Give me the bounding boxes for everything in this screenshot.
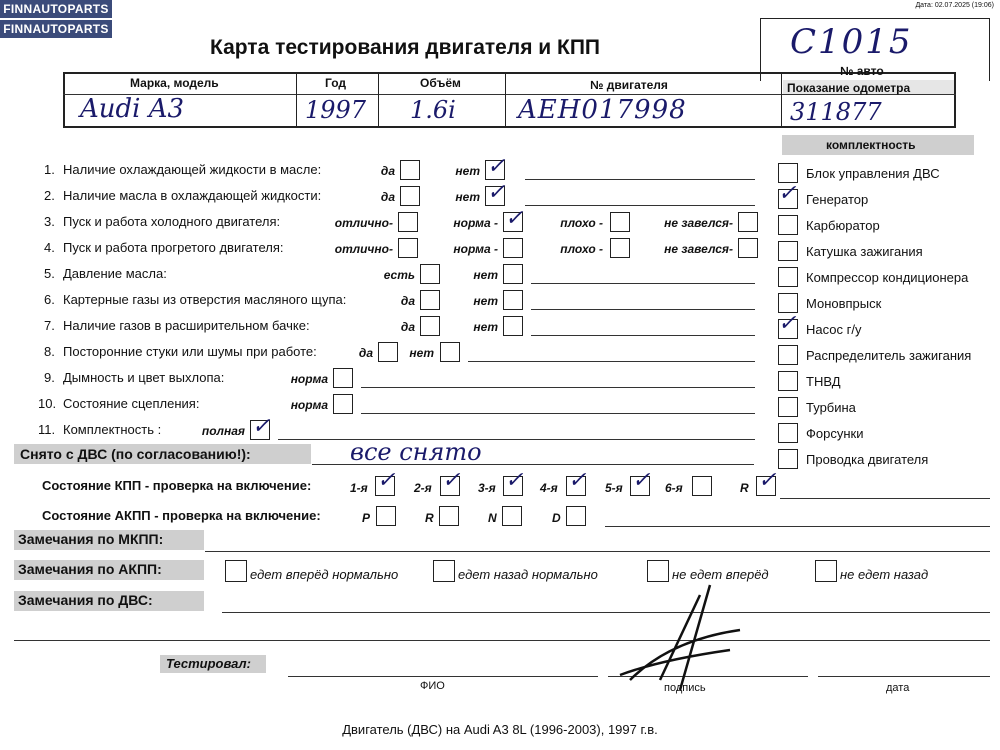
answer-line [361, 387, 755, 388]
completeness-item: Карбюратор [806, 218, 880, 233]
akpp-remark-label: едет назад нормально [458, 567, 598, 582]
completeness-checkbox[interactable] [778, 215, 798, 235]
check-mark: ✓ [632, 468, 651, 493]
completeness-item: Генератор [806, 192, 869, 207]
kpp-label: Состояние КПП - проверка на включение: [42, 478, 312, 493]
question-number: 1. [44, 162, 55, 177]
question-option-label: нет [455, 190, 480, 204]
question-option-label: нет [473, 320, 498, 334]
answer-line [525, 205, 755, 206]
completeness-item: Моновпрыск [806, 296, 882, 311]
checkbox[interactable] [503, 264, 523, 284]
akpp-mode-label: P [362, 511, 371, 525]
completeness-header: комплектность [826, 138, 916, 152]
akpp-mode-label: N [488, 511, 497, 525]
question-option-label: норма - [453, 242, 498, 256]
akpp-checkbox[interactable] [502, 506, 522, 526]
checkbox[interactable] [610, 212, 630, 232]
question-text: Пуск и работа прогретого двигателя: [63, 240, 284, 255]
question-number: 2. [44, 188, 55, 203]
header-year-label: Год [325, 76, 346, 90]
question-text: Наличие охлаждающей жидкости в масле: [63, 162, 322, 177]
checkbox[interactable] [738, 238, 758, 258]
brand-value: Audi A3 [80, 94, 185, 124]
completeness-item: Распределитель зажигания [806, 348, 972, 363]
question-option-label: не завелся- [664, 242, 733, 256]
question-text: Комплектность : [63, 422, 162, 437]
logo-secondary: FINNAUTOPARTS [0, 20, 112, 38]
completeness-checkbox[interactable] [778, 345, 798, 365]
question-option-label: нет [473, 268, 498, 282]
removed-value: все снято [350, 438, 482, 466]
completeness-checkbox[interactable] [778, 293, 798, 313]
question-number: 3. [44, 214, 55, 229]
signature-scribble [600, 580, 750, 695]
answer-line [531, 335, 755, 336]
checkbox[interactable] [503, 290, 523, 310]
question-option-label: норма - [453, 216, 498, 230]
checkbox[interactable] [610, 238, 630, 258]
check-mark: ✓ [505, 468, 524, 493]
checkbox[interactable] [398, 212, 418, 232]
akpp-remark-label: едет вперёд нормально [250, 567, 399, 582]
checkbox[interactable] [738, 212, 758, 232]
question-number: 10. [38, 396, 57, 411]
akpp-remark-checkbox[interactable] [433, 560, 455, 582]
checkbox[interactable] [503, 238, 523, 258]
question-option-label: норма [290, 398, 328, 412]
header-volume-label: Объём [420, 76, 461, 90]
answer-line [531, 283, 755, 284]
answer-line [531, 309, 755, 310]
year-value: 1997 [305, 96, 367, 124]
question-number: 6. [44, 292, 55, 307]
remarks-akpp-label: Замечания по АКПП: [18, 561, 162, 577]
caption: Двигатель (ДВС) на Audi A3 8L (1996-2003), 1997 г.в. [342, 722, 658, 737]
question-option-label: плохо - [560, 242, 603, 256]
question-option-label: нет [455, 164, 480, 178]
question-option-label: да [400, 294, 415, 308]
completeness-checkbox[interactable] [778, 423, 798, 443]
question-option-label: плохо - [560, 216, 603, 230]
akpp-remark-label: не едет назад [840, 567, 929, 582]
gear-label: 3-я [478, 481, 496, 495]
gear-label: R [740, 481, 749, 495]
question-text: Картерные газы из отверстия масляного щупа: [63, 292, 347, 307]
completeness-item: Катушка зажигания [806, 244, 923, 259]
gear-label: 4-я [540, 481, 558, 495]
check-mark: ✓ [487, 154, 506, 179]
completeness-checkbox[interactable] [778, 267, 798, 287]
akpp-remark-checkbox[interactable] [647, 560, 669, 582]
question-option-label: не завелся- [664, 216, 733, 230]
answer-line [525, 179, 755, 180]
question-option-label: норма [290, 372, 328, 386]
checkbox[interactable] [333, 368, 353, 388]
signature-label: подпись [664, 682, 706, 694]
checkbox[interactable] [440, 342, 460, 362]
gear-label: 6-я [665, 481, 683, 495]
question-option-label: нет [409, 346, 434, 360]
question-option-label: да [380, 190, 395, 204]
date-stamp: Дата: 02.07.2025 (19:06) [915, 2, 994, 9]
question-option-label: нет [473, 294, 498, 308]
question-number: 4. [44, 240, 55, 255]
question-number: 9. [44, 370, 55, 385]
tested-label: Тестировал: [166, 656, 251, 671]
question-text: Посторонние стуки или шумы при работе: [63, 344, 317, 359]
akpp-mode-label: D [552, 511, 561, 525]
question-number: 5. [44, 266, 55, 281]
akpp-checkbox[interactable] [566, 506, 586, 526]
date-label: дата [886, 682, 910, 694]
engine-number-value: AEH017998 [518, 95, 687, 125]
question-text: Давление масла: [63, 266, 167, 281]
odometer-value: 311877 [790, 98, 882, 126]
completeness-item: Компрессор кондиционера [806, 270, 969, 285]
completeness-item: ТНВД [806, 374, 841, 389]
question-number: 7. [44, 318, 55, 333]
akpp-remark-checkbox[interactable] [815, 560, 837, 582]
header-odometer-label: Показание одометра [787, 81, 911, 95]
check-mark: ✓ [778, 181, 797, 206]
akpp-checkbox[interactable] [376, 506, 396, 526]
gear-label: 2-я [414, 481, 432, 495]
check-mark: ✓ [442, 468, 461, 493]
akpp-remark-label: не едет вперёд [672, 567, 769, 582]
question-text: Пуск и работа холодного двигателя: [63, 214, 281, 229]
gear-label: 1-я [350, 481, 368, 495]
fio-label: ФИО [420, 680, 445, 692]
question-option-label: полная [201, 424, 245, 438]
completeness-item: Блок управления ДВС [806, 166, 940, 181]
check-mark: ✓ [505, 206, 524, 231]
question-text: Дымность и цвет выхлопа: [63, 370, 225, 385]
header-car-label: № авто [840, 64, 884, 78]
question-option-label: отлично- [334, 242, 393, 256]
answer-line [468, 361, 755, 362]
completeness-checkbox[interactable] [778, 449, 798, 469]
question-number: 11. [38, 422, 56, 437]
check-mark: ✓ [487, 180, 506, 205]
question-option-label: да [380, 164, 395, 178]
logo: FINNAUTOPARTS [0, 0, 112, 18]
completeness-item: Турбина [806, 400, 856, 415]
completeness-item: Проводка двигателя [806, 452, 929, 467]
gear-label: 5-я [605, 481, 623, 495]
header-engine-label: № двигателя [590, 78, 668, 92]
completeness-checkbox[interactable] [778, 163, 798, 183]
checkbox[interactable] [333, 394, 353, 414]
remarks-mkpp-label: Замечания по МКПП: [18, 531, 164, 547]
completeness-checkbox[interactable] [778, 371, 798, 391]
akpp-label: Состояние АКПП - проверка на включение: [42, 508, 321, 523]
question-option-label: да [400, 320, 415, 334]
akpp-mode-label: R [425, 511, 434, 525]
check-mark: ✓ [758, 468, 777, 493]
checkbox[interactable] [503, 316, 523, 336]
check-mark: ✓ [252, 414, 271, 439]
checkbox[interactable] [398, 238, 418, 258]
completeness-item: Насос г/у [806, 322, 862, 337]
header-brand-label: Марка, модель [130, 76, 219, 90]
question-option-label: есть [383, 268, 415, 282]
remarks-dvs-label: Замечания по ДВС: [18, 592, 153, 608]
question-number: 8. [44, 344, 55, 359]
question-option-label: да [358, 346, 373, 360]
completeness-checkbox[interactable] [778, 241, 798, 261]
question-text: Наличие газов в расширительном бачке: [63, 318, 310, 333]
completeness-item: Форсунки [806, 426, 864, 441]
gear-checkbox[interactable] [692, 476, 712, 496]
akpp-checkbox[interactable] [439, 506, 459, 526]
akpp-remark-checkbox[interactable] [225, 560, 247, 582]
question-text: Наличие масла в охлаждающей жидкости: [63, 188, 322, 203]
car-number-value: C1015 [790, 22, 913, 62]
question-text: Состояние сцепления: [63, 396, 200, 411]
removed-label: Снято с ДВС (по согласованию!): [20, 446, 251, 462]
check-mark: ✓ [377, 468, 396, 493]
check-mark: ✓ [568, 468, 587, 493]
page-title: Карта тестирования двигателя и КПП [210, 36, 601, 59]
question-option-label: отлично- [334, 216, 393, 230]
volume-value: 1.6i [410, 96, 456, 124]
check-mark: ✓ [778, 311, 797, 336]
completeness-checkbox[interactable] [778, 397, 798, 417]
answer-line [361, 413, 755, 414]
